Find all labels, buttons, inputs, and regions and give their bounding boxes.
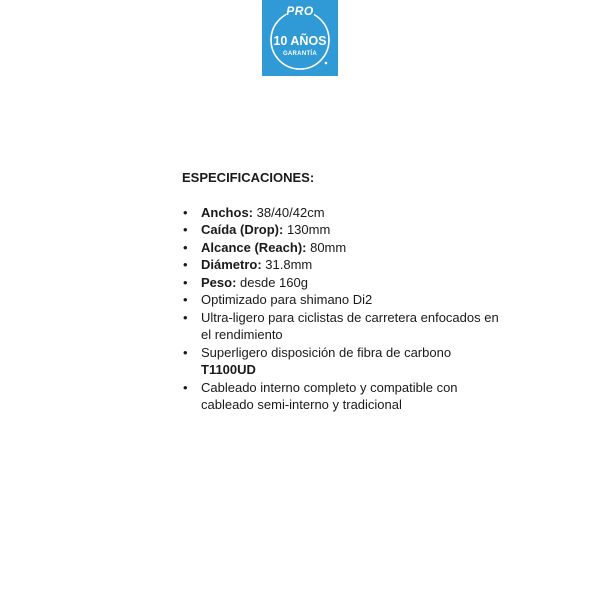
spec-item-carbon (182, 344, 512, 379)
spec-item-drop (182, 221, 512, 239)
spec-list (182, 204, 512, 414)
spec-item-ultralight (182, 309, 512, 344)
bullet-icon: • (183, 204, 188, 220)
spec-value: 38/40/42cm (253, 204, 325, 220)
bullet-icon: • (183, 239, 188, 255)
specifications-title: ESPECIFICACIONES: (182, 170, 315, 185)
spec-value: Ultra-ligero para ciclistas de carretera enfocados en el rendimiento (201, 309, 499, 342)
spec-item-widths (182, 204, 512, 222)
bullet-icon: • (183, 309, 188, 325)
spec-item-weight (182, 274, 512, 292)
spec-label: Caída (Drop): (201, 222, 284, 237)
spec-item-cabling (182, 379, 512, 414)
warranty-badge (262, 0, 338, 76)
spec-item-di2 (182, 291, 512, 309)
spec-value: 80mm (306, 239, 347, 255)
spec-value: 130mm (283, 222, 331, 237)
spec-item-reach (182, 239, 512, 257)
bullet-icon: • (183, 222, 188, 237)
warranty-seal-icon (262, 0, 338, 76)
spec-carbon-grade: T1100UD (201, 362, 256, 377)
spec-value: desde 160g (236, 274, 308, 290)
spec-value: Cableado interno completo y compatible con cableado semi-interno y tradicional (201, 379, 458, 412)
spec-label: Diámetro: (201, 257, 262, 272)
specifications-section (182, 169, 512, 414)
spec-label: Alcance (Reach): (201, 239, 307, 255)
spec-value: 31.8mm (261, 257, 313, 272)
bullet-icon: • (183, 379, 188, 395)
spec-label: Peso: (201, 274, 237, 290)
bullet-icon: • (183, 292, 188, 307)
spec-value: Optimizado para shimano Di2 (201, 292, 373, 307)
spec-item-diameter (182, 256, 512, 274)
spec-value: Superligero disposición de fibra de carbono (201, 344, 452, 360)
bullet-icon: • (183, 257, 188, 272)
bullet-icon: • (183, 344, 188, 360)
spec-label: Anchos: (201, 204, 253, 220)
bullet-icon: • (183, 274, 188, 290)
badge-warranty: GARANTÍA (282, 51, 318, 57)
badge-years: 10 AÑOS (273, 34, 327, 48)
badge-brand: PRO (286, 4, 314, 18)
